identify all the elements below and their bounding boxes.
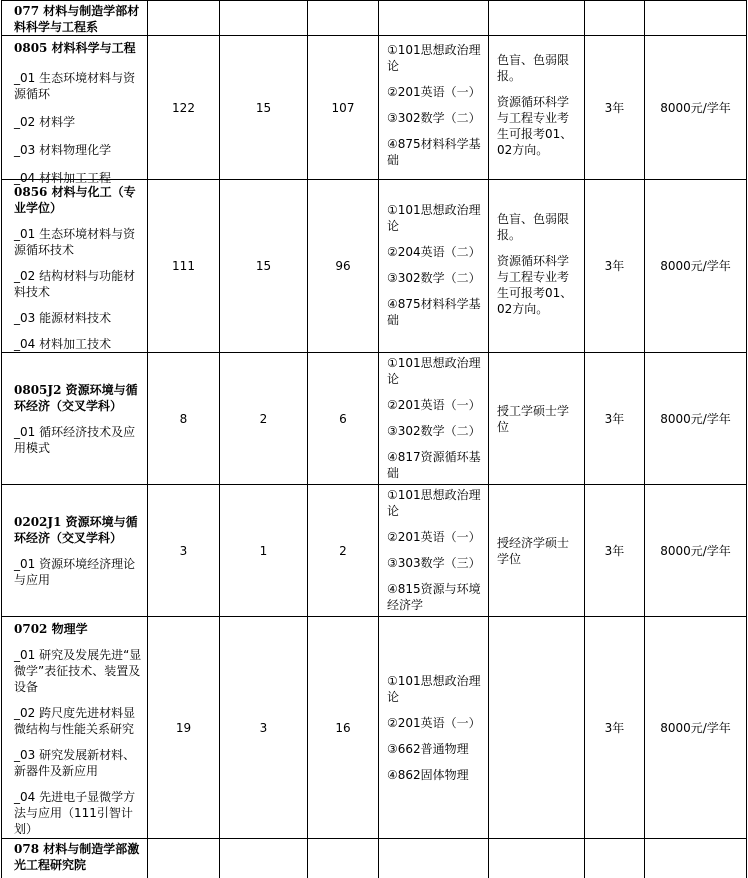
empty-cell	[379, 0, 489, 36]
dept-title: 078 材料与制造学部激光工程研究院	[14, 842, 140, 872]
empty-cell	[148, 839, 220, 878]
program-title: 0805J2 资源环境与循环经济（交叉学科）	[14, 382, 138, 413]
dept-title: 077 材料与制造学部材料科学与工程系	[14, 4, 140, 34]
total-enrollment: 19	[148, 617, 220, 839]
exam-subject: ③302数学（二）	[387, 424, 481, 438]
exam-subjects	[379, 180, 489, 353]
duration: 3年	[585, 485, 645, 617]
program-cell	[1, 485, 148, 617]
direction: _03 能源材料技术	[14, 311, 112, 325]
direction: _01 生态环境材料与资源循环	[14, 71, 136, 101]
exam-subject: ④817资源循环基础	[387, 450, 481, 480]
recommended-count: 2	[220, 353, 308, 485]
direction: _01 资源环境经济理论与应用	[14, 556, 136, 587]
program-cell	[1, 353, 148, 485]
program-cell-inner	[14, 382, 143, 456]
notes-cell	[489, 36, 585, 180]
empty-cell	[585, 0, 645, 36]
empty-cell	[489, 0, 585, 36]
duration: 3年	[585, 353, 645, 485]
exam-subject: ①101思想政治理论	[387, 43, 481, 73]
program-title: 0856 材料与化工（专业学位）	[14, 185, 136, 215]
empty-cell	[220, 839, 308, 878]
total-enrollment: 8	[148, 353, 220, 485]
exam-count: 2	[308, 485, 379, 617]
exam-subject: ③662普通物理	[387, 741, 469, 756]
note-text: 授工学硕士学位	[497, 403, 570, 434]
note-text: 资源循环科学与工程专业考生可报考01、02方向。	[497, 95, 573, 157]
exam-subject: ①101思想政治理论	[387, 356, 481, 386]
notes-inner	[497, 403, 580, 435]
direction: _04 先进电子显微学方法与应用（111引智计划）	[14, 790, 136, 836]
direction: _04 材料加工技术	[14, 337, 112, 351]
duration: 3年	[585, 36, 645, 180]
note-text: 资源循环科学与工程专业考生可报考01、02方向。	[497, 254, 573, 316]
notes-cell	[489, 485, 585, 617]
program-cell	[1, 36, 148, 185]
notes-inner	[497, 535, 580, 567]
tuition: 8000元/学年	[645, 180, 747, 353]
exam-subjects-inner	[387, 673, 484, 783]
direction: _01 生态环境材料与资源循环技术	[14, 227, 136, 257]
notes-cell	[489, 180, 585, 353]
recommended-count: 15	[220, 180, 308, 353]
exam-subject: ③302数学（二）	[387, 111, 481, 125]
exam-subject: ④862固体物理	[387, 767, 469, 782]
note-text: 色盲、色弱限报。	[497, 212, 570, 242]
exam-subjects	[379, 36, 489, 180]
exam-subject: ①101思想政治理论	[387, 488, 481, 518]
dept-title-cell	[1, 0, 148, 36]
direction: _03 研究发展新材料、新器件及新应用	[14, 748, 136, 778]
recommended-count: 1	[220, 485, 308, 617]
tuition: 8000元/学年	[645, 485, 747, 617]
exam-subjects	[379, 353, 489, 485]
tuition: 8000元/学年	[645, 353, 747, 485]
direction: _01 循环经济技术及应用模式	[14, 424, 136, 455]
program-cell	[1, 617, 148, 839]
recommended-count: 15	[220, 36, 308, 180]
exam-count: 96	[308, 180, 379, 353]
exam-subjects	[379, 485, 489, 617]
duration: 3年	[585, 180, 645, 353]
duration: 3年	[585, 617, 645, 839]
empty-cell	[308, 839, 379, 878]
program-title: 0202J1 资源环境与循环经济（交叉学科）	[14, 514, 138, 545]
total-enrollment: 3	[148, 485, 220, 617]
note-text: 授经济学硕士学位	[497, 535, 570, 566]
exam-count: 16	[308, 617, 379, 839]
program-title: 0702 物理学	[14, 622, 88, 636]
direction: _01 研究及发展先进“显微学”表征技术、装置及设备	[14, 648, 142, 694]
total-enrollment: 111	[148, 180, 220, 353]
direction: _02 跨尺度先进材料显微结构与性能关系研究	[14, 706, 136, 736]
exam-subject: ④875材料科学基础	[387, 137, 481, 167]
empty-cell	[489, 839, 585, 878]
recommended-count: 3	[220, 617, 308, 839]
direction: _04 材料加工工程	[14, 171, 112, 185]
direction: _02 结构材料与功能材料技术	[14, 269, 136, 299]
empty-cell	[308, 0, 379, 36]
dept-title-cell	[1, 839, 148, 878]
empty-cell	[379, 839, 489, 878]
exam-subject: ④875材料科学基础	[387, 297, 481, 327]
exam-subject: ③303数学（三）	[387, 556, 481, 570]
note-text: 色盲、色弱限报。	[497, 53, 570, 83]
notes-cell	[489, 617, 585, 839]
program-cell	[1, 180, 148, 353]
exam-count: 107	[308, 36, 379, 180]
exam-subject: ②201英语（一）	[387, 715, 481, 730]
exam-count: 6	[308, 353, 379, 485]
exam-subject: ②201英语（一）	[387, 530, 481, 544]
exam-subject: ③302数学（二）	[387, 271, 481, 285]
exam-subject: ①101思想政治理论	[387, 673, 481, 704]
program-cell-inner	[14, 514, 143, 588]
empty-cell	[220, 0, 308, 36]
empty-cell	[585, 839, 645, 878]
exam-subject: ②201英语（一）	[387, 85, 481, 99]
exam-subject: ②201英语（一）	[387, 398, 481, 412]
total-enrollment: 122	[148, 36, 220, 180]
notes-cell	[489, 353, 585, 485]
empty-cell	[148, 0, 220, 36]
program-title: 0805 材料科学与工程	[14, 41, 136, 55]
empty-cell	[645, 0, 747, 36]
exam-subject: ④815资源与环境经济学	[387, 582, 481, 612]
direction: _02 材料学	[14, 115, 76, 129]
exam-subject: ①101思想政治理论	[387, 203, 481, 233]
empty-cell	[645, 839, 747, 878]
direction: _03 材料物理化学	[14, 143, 112, 157]
exam-subject: ②204英语（二）	[387, 245, 481, 259]
tuition: 8000元/学年	[645, 617, 747, 839]
tuition: 8000元/学年	[645, 36, 747, 180]
exam-subjects	[379, 617, 489, 839]
